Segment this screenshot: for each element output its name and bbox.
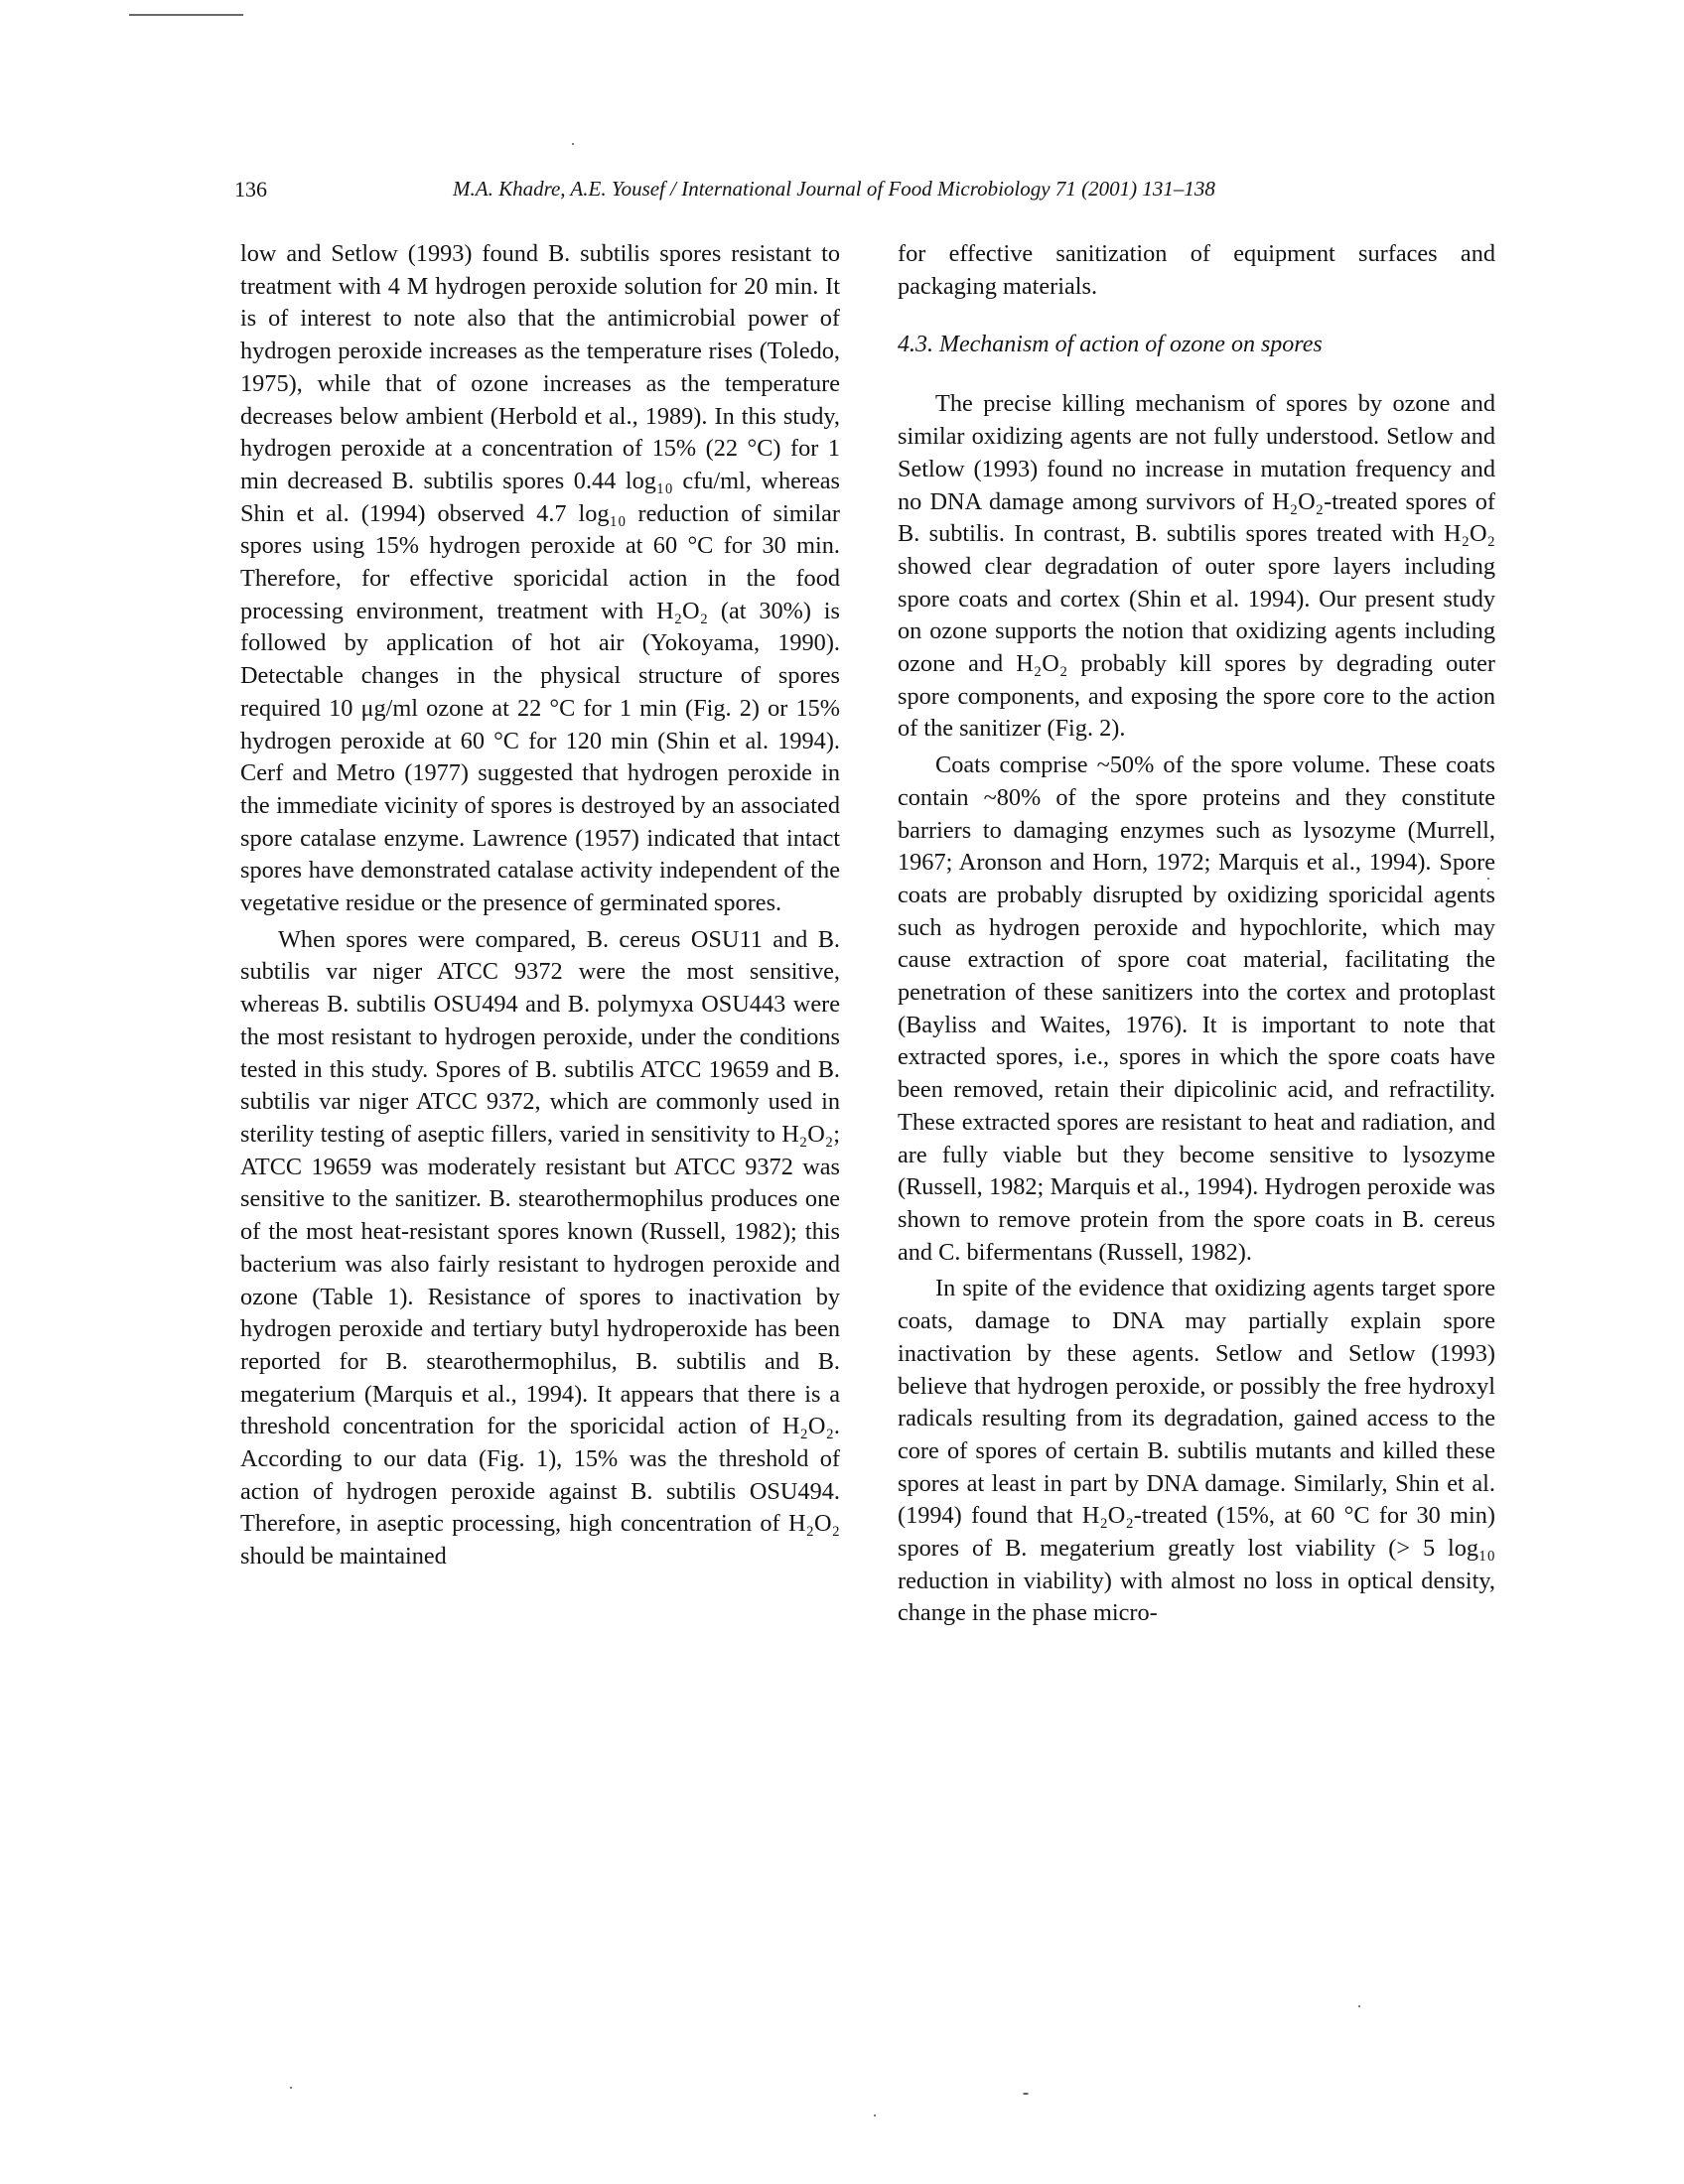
right-intro-paragraph: for effective sanitization of equipment surfaces and packaging materials.: [898, 240, 1495, 300]
scan-speck: [290, 2087, 292, 2089]
left-paragraph-2: When spores were compared, B. cereus OSU11 and B. subtilis var niger ATCC 9372 were the most sensitive, whereas B. subtilis OSU494 and B. polymyxa OSU443 were the most resistant to hydrogen peroxide, under the conditions tested in this study. Spores of B. subtilis ATCC 19659 and B. subtilis var niger ATCC 9372, which are commonly used in sterility testing of aseptic fillers, varied in sensitivity to H₂O₂; ATCC 19659 was moderately resistant but ATCC 9372 was sensitive to the sanitizer. B. stearothermophilus produces one of the most heat-resistant spores known (Russell, 1982); this bacterium was also fairly resistant to hydrogen peroxide and ozone (Table 1). Resistance of spores to inactivation by hydrogen peroxide and tertiary butyl hydroperoxide has been reported for B. stearothermophilus, B. subtilis and B. megaterium (Marquis et al., 1994). It appears that there is a threshold concentration for the sporicidal action of H₂O₂. According to our data (Fig. 1), 15% was the threshold of action of hydrogen peroxide against B. subtilis OSU494. Therefore, in aseptic processing, high concentration of H₂O₂ should be maintained: [240, 925, 840, 1570]
right-column: [898, 238, 1495, 1630]
left-column: [240, 238, 840, 1573]
right-paragraph-2: Coats comprise ~50% of the spore volume. These coats contain ~80% of the spore proteins and they constitute barriers to damaging enzymes such as lysozyme (Murrell, 1967; Aronson and Horn, 1972; Marquis et al., 1994). Spore coats are probably disrupted by oxidizing sporicidal agents such as hydrogen peroxide and hypochlorite, which may cause extraction of spore coat material, facilitating the penetration of these sanitizers into the cortex and protoplast (Bayliss and Waites, 1976). It is important to note that extracted spores, i.e., spores in which the spore coats have been removed, retain their dipicolinic acid, and refractility. These extracted spores are resistant to heat and radiation, and are fully viable but they become sensitive to lysozyme (Russell, 1982; Marquis et al., 1994). Hydrogen peroxide was shown to remove protein from the spore coats in B. cereus and C. bifermentans (Russell, 1982).: [898, 751, 1495, 1266]
left-paragraph-1: low and Setlow (1993) found B. subtilis spores resistant to treatment with 4 M hydrogen peroxide solution for 20 min. It is of interest to note also that the antimicrobial power of hydrogen peroxide increases as the temperature rises (Toledo, 1975), while that of ozone increases as the temperature decreases below ambient (Herbold et al., 1989). In this study, hydrogen peroxide at a concentration of 15% (22 °C) for 1 min decreased B. subtilis spores 0.44 log₁₀ cfu/ml, whereas Shin et al. (1994) observed 4.7 log₁₀ reduction of similar spores using 15% hydrogen peroxide at 60 °C for 30 min. Therefore, for effective sporicidal action in the food processing environment, treatment with H₂O₂ (at 30%) is followed by application of hot air (Yokoyama, 1990). Detectable changes in the physical structure of spores required 10 μg/ml ozone at 22 °C for 1 min (Fig. 2) or 15% hydrogen peroxide at 60 °C for 120 min (Shin et al. 1994). Cerf and Metro (1977) suggested that hydrogen peroxide in the immediate vicinity of spores is destroyed by an associated spore catalase enzyme. Lawrence (1957) indicated that intact spores have demonstrated catalase activity independent of the vegetative residue or the presence of germinated spores.: [240, 240, 840, 917]
scan-speck: [572, 143, 574, 145]
right-paragraph-1: The precise killing mechanism of spores by ozone and similar oxidizing agents are not fully understood. Setlow and Setlow (1993) found no increase in mutation frequency and no DNA damage among survivors of H₂O₂-treated spores of B. subtilis. In contrast, B. subtilis spores treated with H₂O₂ showed clear degradation of outer spore layers including spore coats and cortex (Shin et al. 1994). Our present study on ozone supports the notion that oxidizing agents including ozone and H₂O₂ probably kill spores by degrading outer spore components, and exposing the spore core to the action of the sanitizer (Fig. 2).: [898, 390, 1495, 743]
scan-rule-line: [129, 14, 243, 16]
section-heading: 4.3. Mechanism of action of ozone on spores: [898, 332, 1323, 358]
scan-speck: [1358, 2005, 1360, 2007]
page-header: [234, 177, 1466, 216]
right-paragraph-3: In spite of the evidence that oxidizing agents target spore coats, damage to DNA may partially explain spore inactivation by these agents. Setlow and Setlow (1993) believe that hydrogen peroxide, or possibly the free hydroxyl radicals resulting from its degradation, gained access to the core of spores of certain B. subtilis mutants and killed these spores at least in part by DNA damage. Similarly, Shin et al. (1994) found that H₂O₂-treated (15%, at 60 °C for 30 min) spores of B. megaterium greatly lost viability (> 5 log₁₀ reduction in viability) with almost no loss in optical density, change in the phase micro-: [898, 1275, 1495, 1627]
running-head: M.A. Khadre, A.E. Yousef / International Journal of Food Microbiology 71 (2001) 131–138: [453, 177, 1215, 201]
scan-speck: [1023, 2093, 1029, 2095]
scan-speck: [1487, 878, 1489, 880]
scan-speck: [874, 2115, 876, 2116]
page-number: 136: [234, 177, 267, 202]
